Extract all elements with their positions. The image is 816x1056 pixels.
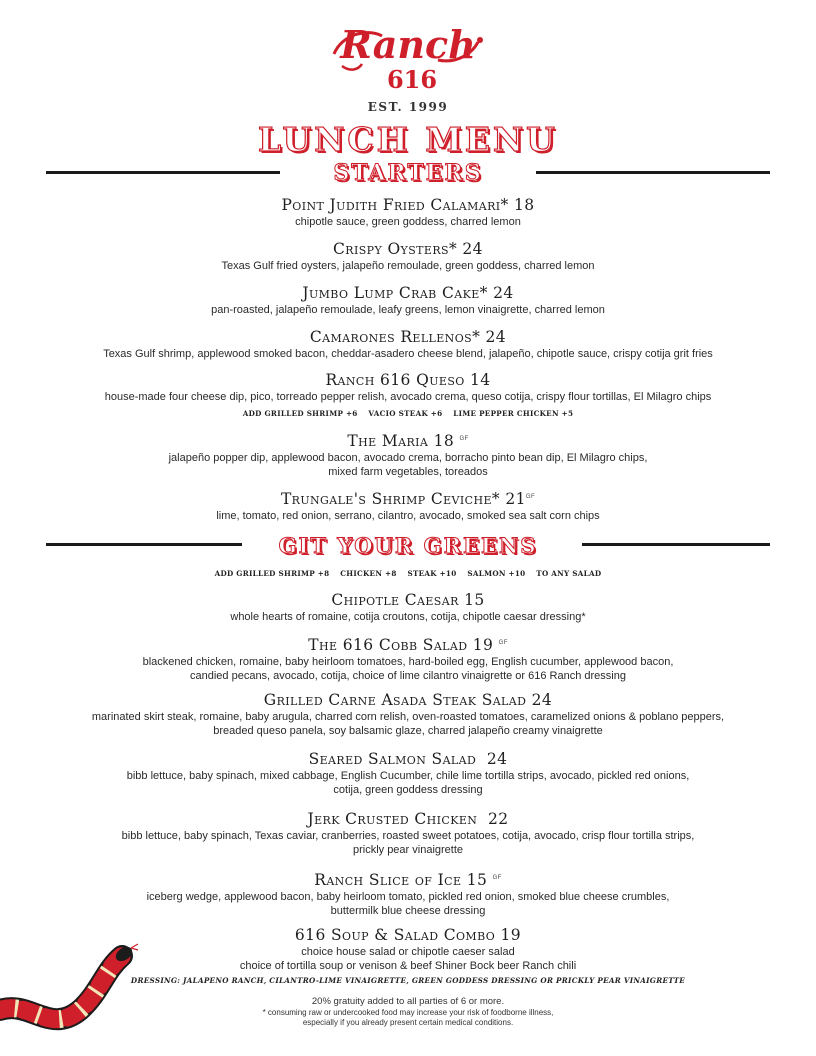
item-description: chipotle sauce, green goddess, charred lemon xyxy=(295,216,521,228)
gluten-free-mark: GF xyxy=(525,494,536,500)
raw-food-mark: * xyxy=(500,196,509,214)
item-price: 19 xyxy=(500,926,522,944)
item-price: 14 xyxy=(470,371,491,389)
item-description: choice house salad or chipotle caeser salad xyxy=(301,946,515,958)
item-description: Texas Gulf shrimp, applewood smoked bacon, cheddar-asadero cheese blend, jalapeño, chipotle sauce, crispy cotija grit fries xyxy=(103,348,713,360)
item-description: house-made four cheese dip, pico, torreado pepper relish, avocado crema, queso cotija, crispy flour tortillas, El Milagro chips xyxy=(104,391,712,403)
item-name: Point Judith Fried Calamari xyxy=(281,196,501,214)
item-description: buttermilk blue cheese dressing xyxy=(330,905,486,918)
menu-item xyxy=(0,371,816,404)
gluten-free-mark: GF xyxy=(459,436,469,442)
consumer-warning: * consuming raw or undercooked food may increase your risk of foodborne illness, xyxy=(262,1008,554,1017)
addon-option: VACIO STEAK +6 xyxy=(368,409,443,418)
addon-option: TO ANY SALAD xyxy=(536,569,602,578)
ranch-616-logo xyxy=(328,14,488,98)
menu-item xyxy=(0,430,816,479)
dressing-note: DRESSING: JALAPENO RANCH, CILANTRO-LIME VINAIGRETTE, GREEN GODDESS DRESSING OR PRICKLY PEAR VINAIGRETTE xyxy=(130,976,686,985)
item-description: mixed farm vegetables, toreados xyxy=(328,466,488,479)
greens-heading: GIT YOUR GREENS xyxy=(278,533,538,558)
consumer-warning: especially if you already present certain medical conditions. xyxy=(302,1018,514,1027)
salad-addons xyxy=(0,569,816,578)
item-description: Texas Gulf fried oysters, jalapeño remoulade, green goddess, charred lemon xyxy=(221,260,595,272)
item-name: Ranch Slice of Ice xyxy=(314,871,462,890)
menu-item xyxy=(0,750,816,797)
addon-option: STEAK +10 xyxy=(407,569,457,578)
addon-option: CHICKEN +8 xyxy=(340,569,397,578)
gluten-free-mark: GF xyxy=(492,875,502,881)
raw-food-mark: * xyxy=(448,240,458,258)
item-description: bibb lettuce, baby spinach, mixed cabbage, English Cucumber, chile lime tortilla strips, avocado, pickled red onions, xyxy=(126,770,690,782)
gratuity-note: 20% gratuity added to all parties of 6 or more. xyxy=(311,996,505,1007)
menu-item xyxy=(0,869,816,918)
raw-food-mark: * xyxy=(472,328,481,346)
menu-item xyxy=(0,634,816,683)
addon-option: SALMON +10 xyxy=(467,569,526,578)
item-name: Seared Salmon Salad xyxy=(308,750,477,768)
addon-option: LIME PEPPER CHICKEN +5 xyxy=(453,409,574,418)
raw-food-mark: * xyxy=(491,490,501,509)
item-name: Camarones Rellenos xyxy=(309,328,473,346)
item-description: cotija, green goddess dressing xyxy=(333,784,483,796)
item-name: Crispy Oysters xyxy=(333,240,449,258)
item-description: bibb lettuce, baby spinach, Texas caviar, cranberries, roasted sweet potatoes, cotija, avocado, crisp flour tortilla strips, xyxy=(121,830,695,842)
established-year: EST. 1999 xyxy=(367,100,449,114)
item-description: marinated skirt steak, romaine, baby arugula, charred corn relish, oven-roasted tomatoes, caramelized onions & poblano peppers, xyxy=(91,711,725,723)
item-description: pan-roasted, jalapeño remoulade, leafy greens, lemon vinaigrette, charred lemon xyxy=(211,304,605,316)
gluten-free-mark: GF xyxy=(498,640,508,646)
item-description: candied pecans, avocado, cotija, choice of lime cilantro vinaigrette or 616 Ranch dressing xyxy=(190,670,626,683)
menu-item xyxy=(0,196,816,229)
starters-heading: STARTERS xyxy=(333,160,483,186)
menu-item xyxy=(0,240,816,273)
item-price: 24 xyxy=(493,284,514,302)
item-description: jalapeño popper dip, applewood bacon, avocado crema, borracho pinto bean dip, El Milagro chips, xyxy=(168,452,648,465)
menu-item xyxy=(0,284,816,317)
item-description: prickly pear vinaigrette xyxy=(352,844,464,856)
item-price: 24 xyxy=(531,691,553,709)
item-name: Jerk Crusted Chicken xyxy=(307,810,478,828)
logo-number: 616 xyxy=(386,65,438,94)
item-price: 19 xyxy=(472,636,494,655)
item-price: 15 xyxy=(464,591,485,609)
raw-food-mark: * xyxy=(479,284,488,302)
item-name: The 616 Cobb Salad xyxy=(308,636,468,655)
item-description: iceberg wedge, applewood bacon, baby heirloom tomato, pickled red onion, smoked blue cheese crumbles, xyxy=(146,891,670,904)
item-description: breaded queso panela, soy balsamic glaze, charred jalapeño creamy vinaigrette xyxy=(213,725,603,737)
item-price: 18 xyxy=(433,432,455,451)
menu-title: LUNCH MENU xyxy=(258,120,558,159)
item-description: lime, tomato, red onion, serrano, cilantro, avocado, smoked sea salt corn chips xyxy=(216,510,600,523)
item-description: blackened chicken, romaine, baby heirloom tomatoes, hard-boiled egg, English cucumber, applewood bacon, xyxy=(142,656,674,669)
item-name: 616 Soup & Salad Combo xyxy=(294,926,496,944)
item-price: 21 xyxy=(505,490,526,509)
logo-wordmark: Ranch xyxy=(340,22,476,67)
menu-item xyxy=(0,810,816,857)
item-price: 15 xyxy=(466,871,488,890)
item-name: Grilled Carne Asada Steak Salad xyxy=(263,691,527,709)
item-name: Trungale's Shrimp Ceviche xyxy=(280,490,492,509)
item-price: 24 xyxy=(462,240,483,258)
menu-item xyxy=(0,591,816,624)
item-price: 22 xyxy=(487,810,509,828)
item-name: Ranch 616 Queso xyxy=(325,371,465,389)
item-description: choice of tortilla soup or venison & beef Shiner Bock beer Ranch chili xyxy=(239,960,577,972)
addon-option: ADD GRILLED SHRIMP +8 xyxy=(214,569,330,578)
item-description: whole hearts of romaine, cotija croutons, cotija, chipotle caesar dressing* xyxy=(230,611,586,623)
queso-addons xyxy=(0,409,816,418)
menu-item xyxy=(0,328,816,361)
item-name: Chipotle Caesar xyxy=(331,591,459,609)
item-price: 24 xyxy=(485,328,507,346)
item-price: 24 xyxy=(486,750,508,768)
coral-snake-illustration xyxy=(0,940,140,1056)
addon-option: ADD GRILLED SHRIMP +6 xyxy=(242,409,358,418)
item-price: 18 xyxy=(514,196,535,214)
menu-item xyxy=(0,691,816,738)
item-name: The Maria xyxy=(347,432,429,451)
item-name: Jumbo Lump Crab Cake xyxy=(302,284,480,302)
menu-item xyxy=(0,488,816,523)
